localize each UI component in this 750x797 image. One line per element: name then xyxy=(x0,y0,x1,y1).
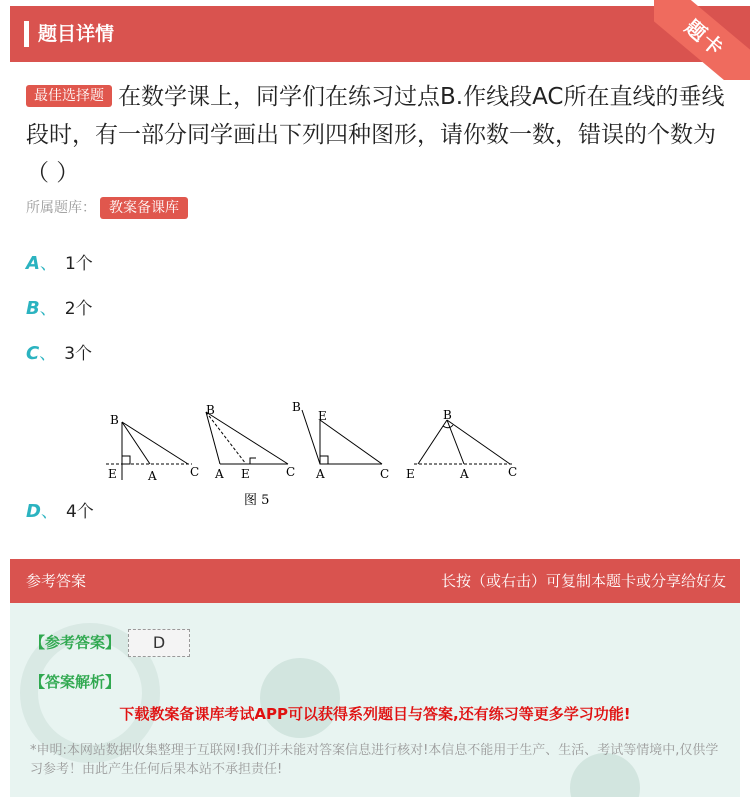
corner-ribbon xyxy=(654,0,750,80)
answer-header xyxy=(10,559,740,603)
label-c: C xyxy=(286,465,296,479)
label-a: A xyxy=(460,467,469,481)
option-d[interactable]: D、 4个 xyxy=(26,501,94,522)
answer-analysis-label: 【答案解析】 xyxy=(30,673,121,691)
disclaimer: *申明:本网站数据收集整理于互联网!我们并未能对答案信息进行核对!本信息不能用于生产、生活、考试等情境中,仅供学习参考！由此产生任何后果本站不承担责任! xyxy=(30,743,719,777)
answer-panel xyxy=(10,603,740,797)
option-letter: A xyxy=(26,253,40,274)
option-a[interactable]: A、 1个 xyxy=(26,253,93,274)
option-text: 1个 xyxy=(64,254,93,274)
title-accent-bar xyxy=(24,21,29,47)
label-b: B xyxy=(292,400,301,414)
label-b: B xyxy=(110,413,119,427)
label-e: E xyxy=(318,409,327,423)
label-e: E xyxy=(406,467,415,481)
reference-answer-label: 【参考答案】 xyxy=(30,633,121,652)
label-c: C xyxy=(190,465,200,479)
source-tag[interactable]: 教案备课库 xyxy=(100,197,188,219)
label-e: E xyxy=(108,467,117,481)
label-a: A xyxy=(148,469,157,483)
label-a: A xyxy=(316,467,325,481)
corner-label: 题卡 xyxy=(680,14,730,62)
page-title: 题目详情 xyxy=(38,23,115,45)
option-text: 4个 xyxy=(65,502,94,522)
option-b[interactable]: B、 2个 xyxy=(26,298,93,319)
question-source xyxy=(26,196,188,220)
option-text: 3个 xyxy=(64,344,93,364)
question-stem xyxy=(26,78,730,192)
label-b: B xyxy=(206,403,215,417)
geometry-figure xyxy=(102,400,522,510)
reference-answer-image: D xyxy=(128,629,190,657)
label-e: E xyxy=(241,467,250,481)
question-type-badge: 最佳选择题 xyxy=(26,85,112,107)
source-label: 所属题库： xyxy=(26,200,96,216)
share-hint[interactable]: 长按（或右击）可复制本题卡或分享给好友 xyxy=(440,572,726,590)
question-text: 在数学课上，同学们在练习过点B.作线段AC所在直线的垂线段时，有一部分同学画出下列四种图形，请你数一数，错误的个数为（ ） xyxy=(26,84,725,186)
option-letter: B xyxy=(26,298,40,319)
option-c[interactable]: C、 3个 xyxy=(26,343,93,364)
figure-caption: 图 5 xyxy=(244,493,270,508)
option-letter: D xyxy=(26,501,41,522)
watermark-shape xyxy=(260,658,340,738)
title-bar xyxy=(10,6,750,62)
label-b: B xyxy=(443,408,452,422)
app-promo-link[interactable]: 下载教案备课库考试APP可以获得系列题目与答案,还有练习等更多学习功能! xyxy=(119,705,631,723)
label-a: A xyxy=(215,467,224,481)
option-text: 2个 xyxy=(64,299,93,319)
label-c: C xyxy=(508,465,518,479)
option-letter: C xyxy=(26,343,40,364)
reference-answer xyxy=(30,629,190,657)
label-c: C xyxy=(380,467,390,481)
answer-section-title: 参考答案 xyxy=(26,572,87,590)
